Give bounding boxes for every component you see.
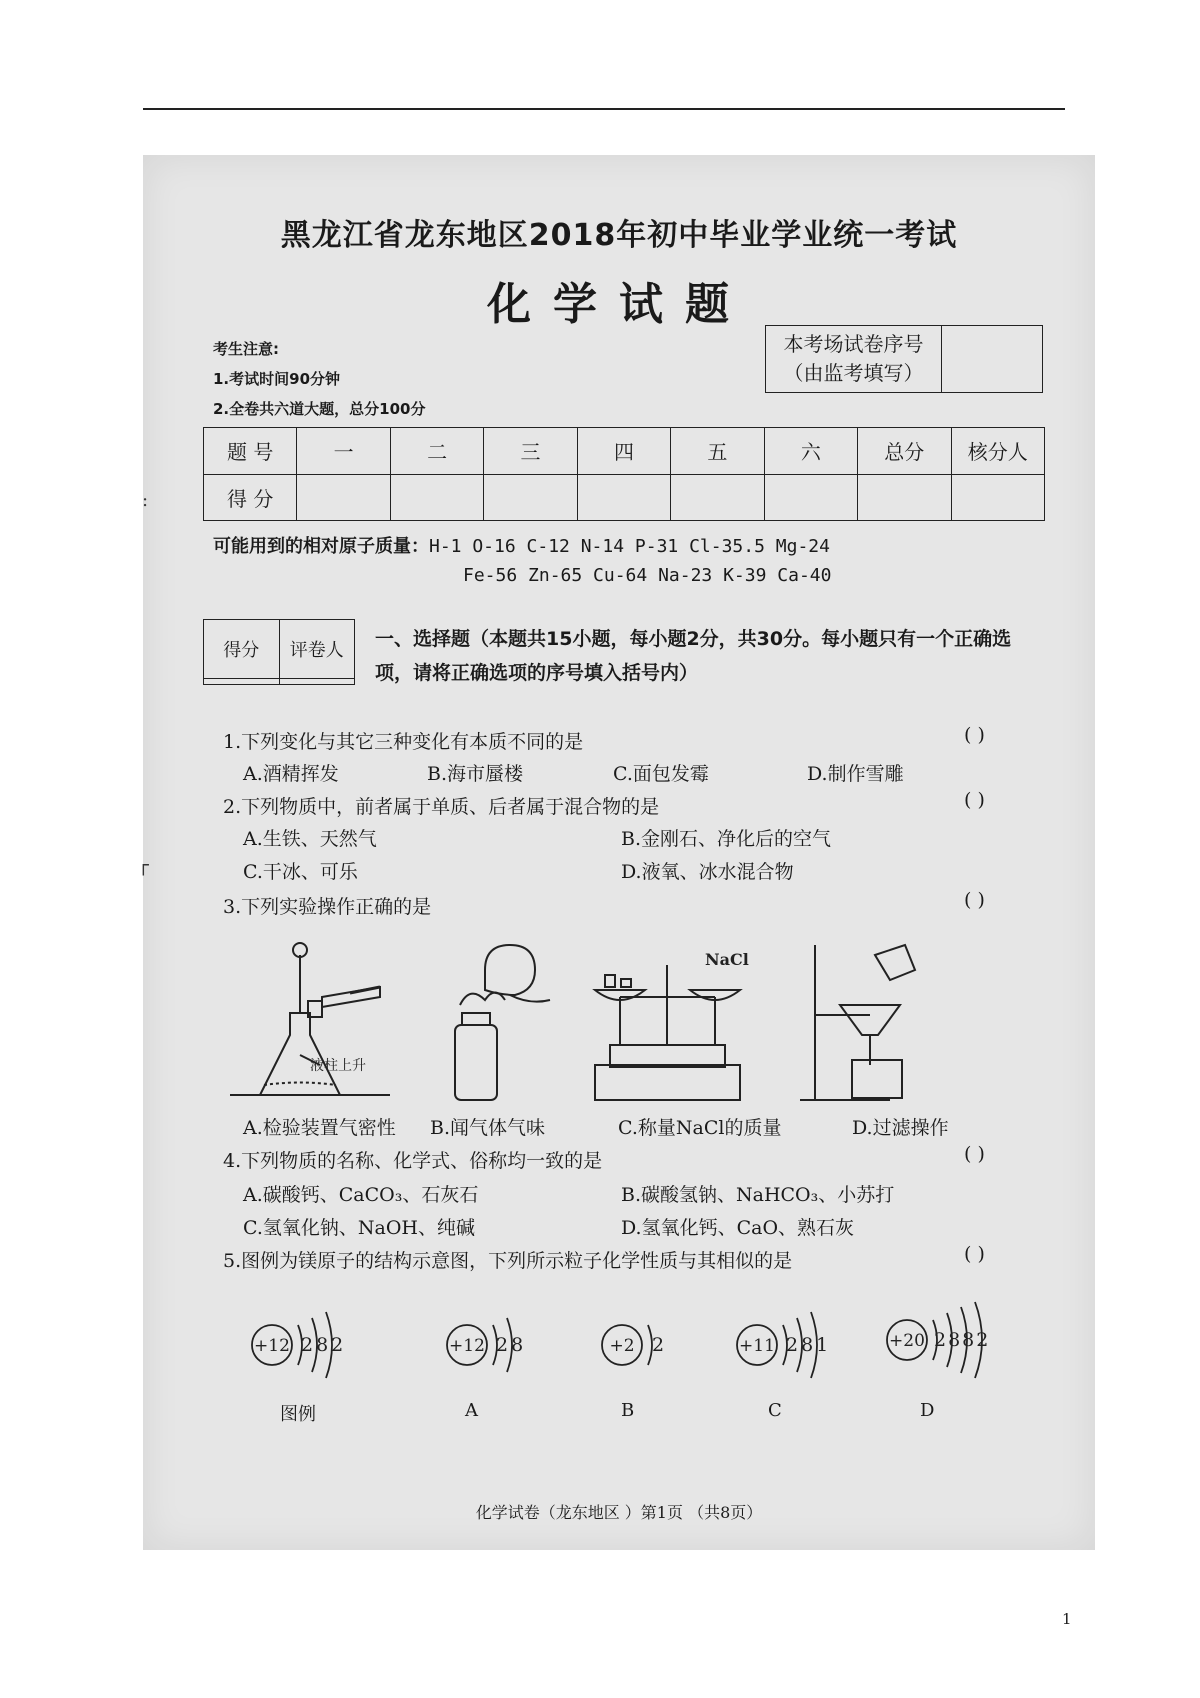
question-stem: 1.下列变化与其它三种变化有本质不同的是 [223, 731, 584, 753]
score-cell[interactable] [764, 474, 857, 521]
balance-figure [595, 965, 740, 1100]
edge-mark: : [142, 490, 149, 511]
answer-paren[interactable]: ( ) [964, 724, 985, 746]
score-table-header-row: 题 号 一 二 三 四 五 六 总分 核分人 [204, 428, 1045, 475]
sequence-label: 本考场试卷序号 （由监考填写） [766, 326, 942, 392]
section-heading: 一、选择题（本题共15小题，每小题2分，共30分。每小题只有一个正确选项，请将正确选项的序号填入括号内） [375, 628, 1012, 684]
option: C.面包发霉 [613, 763, 709, 785]
notice-heading: 考生注意: [213, 340, 279, 358]
atom-diagrams [250, 1300, 990, 1390]
atom-label: A [465, 1400, 478, 1421]
question-stem: 2.下列物质中，前者属于单质、后者属于混合物的是 [223, 796, 660, 818]
score-table [203, 427, 1045, 521]
svg-text:2: 2 [652, 1334, 665, 1356]
option: D.制作雪雕 [807, 763, 904, 785]
option: D.液氧、冰水混合物 [621, 861, 794, 883]
answer-paren[interactable]: ( ) [964, 789, 985, 811]
edge-mark: ┌ [138, 855, 149, 876]
subject-title: 化学试题 [487, 279, 751, 330]
svg-text:+12: +12 [254, 1336, 290, 1356]
paper-sequence-box [765, 325, 1043, 393]
filtration-figure [800, 945, 915, 1100]
nacl-label: NaCl [705, 950, 749, 969]
option: B.闻气体气味 [430, 1117, 546, 1139]
svg-text:+20: +20 [889, 1331, 925, 1351]
answer-paren[interactable]: ( ) [964, 1243, 985, 1265]
option: A.酒精挥发 [243, 763, 339, 785]
option: A.检验装置气密性 [243, 1117, 396, 1139]
grader-cell[interactable] [279, 678, 355, 684]
option: C.氢氧化钠、NaOH、纯碱 [243, 1217, 475, 1239]
option: C.干冰、可乐 [243, 861, 358, 883]
grader-table: 得分 评卷人 [203, 619, 355, 685]
question-stem: 4.下列物质的名称、化学式、俗称均一致的是 [223, 1150, 603, 1172]
notice-item: 2.全卷共六道大题，总分100分 [213, 400, 426, 418]
score-cell[interactable] [951, 474, 1045, 521]
option: C.称量NaCl的质量 [618, 1117, 782, 1139]
svg-text:281: 281 [786, 1334, 832, 1356]
answer-paren[interactable]: ( ) [964, 889, 985, 911]
svg-text:2882: 2882 [934, 1329, 990, 1351]
option: D.过滤操作 [852, 1117, 949, 1139]
exam-title: 黑龙江省龙东地区2018年初中毕业学业统一考试 [280, 218, 958, 253]
score-cell[interactable] [671, 474, 764, 521]
atom-label: C [768, 1400, 782, 1421]
atomic-masses-line2: Fe-56 Zn-65 Cu-64 Na-23 K-39 Ca-40 [463, 565, 832, 586]
answer-paren[interactable]: ( ) [964, 1143, 985, 1165]
option: A.生铁、天然气 [243, 828, 377, 850]
svg-text:+12: +12 [449, 1336, 485, 1356]
score-cell[interactable] [297, 474, 390, 521]
atom-label: D [920, 1400, 935, 1421]
page-footer: 化学试卷（龙东地区 ）第1页 （共8页） [475, 1503, 763, 1522]
score-cell[interactable] [577, 474, 670, 521]
svg-text:+2: +2 [609, 1336, 635, 1356]
svg-text:282: 282 [301, 1334, 347, 1356]
svg-text:28: 28 [496, 1334, 527, 1356]
option: B.碳酸氢钠、NaHCO₃、小苏打 [621, 1184, 895, 1206]
option: B.海市蜃楼 [427, 763, 524, 785]
top-rule [143, 108, 1065, 110]
question-stem: 3.下列实验操作正确的是 [223, 896, 432, 918]
question-stem: 5.图例为镁原子的结构示意图，下列所示粒子化学性质与其相似的是 [223, 1250, 793, 1272]
experiment-figures [230, 935, 990, 1110]
notice-item: 1.考试时间90分钟 [213, 370, 341, 388]
atomic-masses-line1: 可能用到的相对原子质量：H-1 O-16 C-12 N-14 P-31 Cl-35.5 Mg-24 [213, 536, 830, 557]
atom-label: 图例 [280, 1404, 316, 1425]
score-cell[interactable] [390, 474, 483, 521]
smell-gas-figure [455, 945, 550, 1100]
svg-text:+11: +11 [739, 1336, 775, 1356]
atom-label: B [621, 1400, 635, 1421]
score-cell[interactable] [484, 474, 577, 521]
liquid-rise-label: 液柱上升 [310, 1058, 366, 1074]
page-number: 1 [1062, 1610, 1072, 1628]
score-cell[interactable] [204, 678, 280, 684]
option: B.金刚石、净化后的空气 [621, 828, 832, 850]
score-table-score-row: 得 分 [204, 474, 1045, 521]
score-cell[interactable] [858, 474, 951, 521]
option: A.碳酸钙、CaCO₃、石灰石 [243, 1184, 479, 1206]
option: D.氢氧化钙、CaO、熟石灰 [621, 1217, 855, 1239]
